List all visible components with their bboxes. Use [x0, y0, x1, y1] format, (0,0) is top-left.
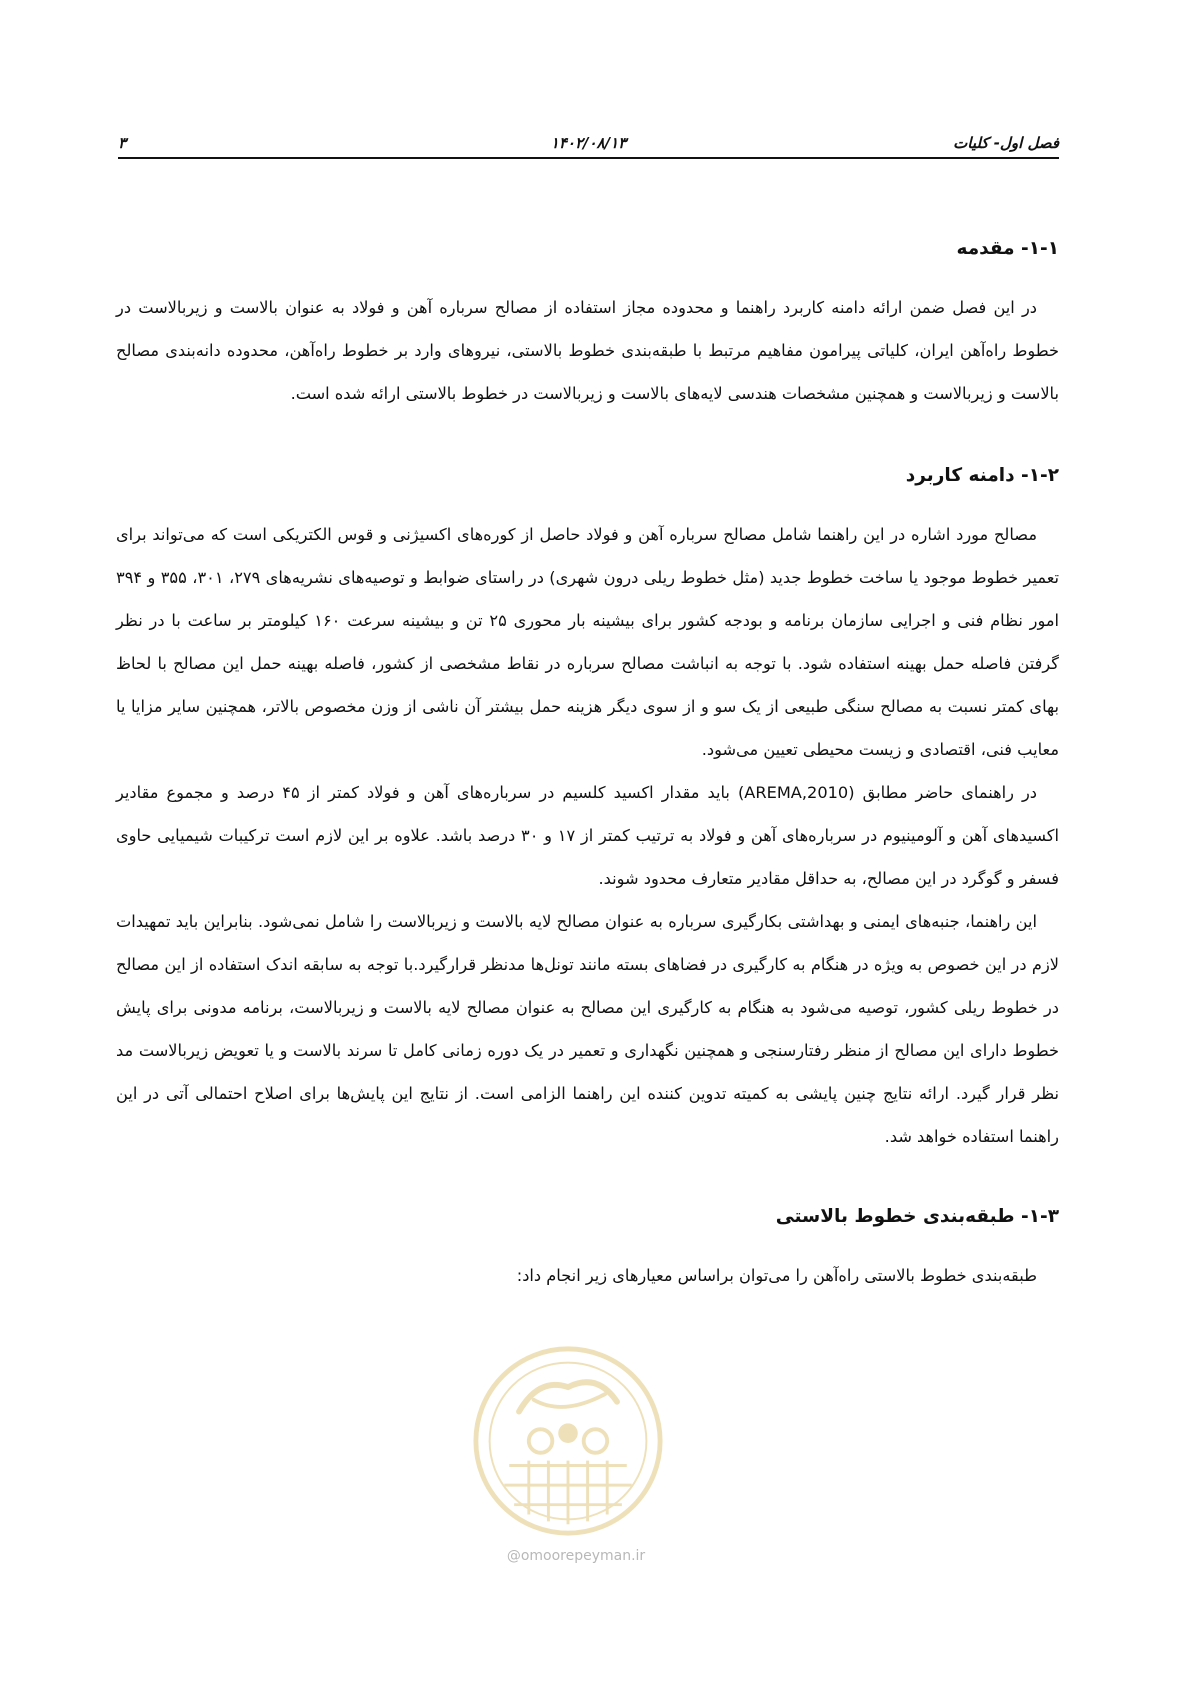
- paragraph: مصالح مورد اشاره در این راهنما شامل مصالح سرباره آهن و فولاد حاصل از کوره‌های اکسیژنی و قوس الکتریکی است که می‌تواند برای تعمیر خطوط موجود یا ساخت خطوط جدید (مثل خطوط ریلی درون شهری) در راستای ضوابط و توصیه‌های نشریه‌های ۲۷۹، ۳۰۱، ۳۵۵ و ۳۹۴ امور نظام فنی و اجرایی سازمان برنامه و بودجه کشور برای بیشینه بار محوری ۲۵ تن و بیشینه سرعت ۱۶۰ کیلومتر بر ساعت با در نظر گرفتن فاصله حمل بهینه استفاده شود. با توجه به انباشت مصالح سرباره در نقاط مشخصی از کشور، فاصله بهینه حمل این مصالح با لحاظ بهای کمتر نسبت به مصالح سنگی طبیعی از یک سو و از سوی دیگر هزینه حمل بیشتر آن ناشی از وزن مخصوص بالاتر، همچنین سایر مزایا یا معایب فنی، اقتصادی و زیست محیطی تعیین می‌شود.: [116, 525, 1060, 759]
- running-header: [118, 133, 1059, 159]
- section-heading-classification: ۱-۳- طبقه‌بندی خطوط بالاستی: [775, 1206, 1059, 1227]
- paragraph: طبقه‌بندی خطوط بالاستی راه‌آهن را می‌توان براساس معیارهای زیر انجام داد:: [516, 1266, 1037, 1285]
- section-heading-scope: ۱-۲- دامنه کاربرد: [905, 465, 1059, 486]
- header-chapter-title: فصل اول- کلیات: [953, 134, 1059, 152]
- paragraph: این راهنما، جنبه‌های ایمنی و بهداشتی بکارگیری سرباره به عنوان مصالح لایه بالاست و زیربالاست را شامل نمی‌شود. بنابراین باید تمهیدات لازم در این خصوص به ویژه در هنگام به کارگیری در فضاهای بسته مانند تونل‌ها مدنظر قرارگیرد.با توجه به سابقه اندک استفاده از این مصالح در خطوط ریلی کشور، توصیه می‌شود به هنگام به کارگیری این مصالح به عنوان مصالح لایه بالاست و زیربالاست، برنامه مدونی برای پایش خطوط دارای این مصالح از منظر رفتارسنجی و همچنین نگهداری و تعمیر در یک دوره زمانی کامل تا سرند بالاست و یا تعویض زیربالاست مد نظر قرار گیرد. ارائه نتایج چنین پایشی به کمیته تدوین کننده این راهنما الزامی است. از نتایج این پایش‌ها برای اصلاح احتمالی آتی در این راهنما استفاده خواهد شد.: [116, 912, 1059, 1146]
- paragraph: در راهنمای حاضر مطابق (AREMA,2010) باید مقدار اکسید کلسیم در سرباره‌های آهن و فولاد کمتر از ۴۵ درصد و مجموع مقادیر اکسیدهای آهن و آلومینیوم در سرباره‌های آهن و فولاد به ترتیب کمتر از ۱۷ و ۳۰ درصد باشد. علاوه بر این لازم است ترکیبات شیمیایی حاوی فسفر و گوگرد در این مصالح، به حداقل مقادیر متعارف محدود شوند.: [116, 783, 1060, 888]
- watermark-url: @omoorepeyman.ir: [506, 1548, 646, 1564]
- header-date: ۱۴۰۲/۰۸/۱۳: [550, 134, 627, 152]
- page-body: [116, 234, 1059, 1297]
- header-page-number: ۳: [118, 134, 127, 152]
- section-heading-introduction: ۱-۱- مقدمه: [956, 238, 1059, 259]
- paragraph: در این فصل ضمن ارائه دامنه کاربرد راهنما و محدوده مجاز استفاده از مصالح سرباره آهن و فولاد به عنوان بالاست و زیربالاست در خطوط راه‌آهن ایران، کلیاتی پیرامون مفاهیم مرتبط با طبقه‌بندی خطوط بالاستی، نیروهای وارد بر خطوط راه‌آهن، محدوده دانه‌بندی مصالح بالاست و زیربالاست و همچنین مشخصات هندسی لایه‌های بالاست و زیربالاست در خطوط بالاستی ارائه شده است.: [116, 298, 1059, 403]
- watermark-seal-logo: [470, 1343, 666, 1539]
